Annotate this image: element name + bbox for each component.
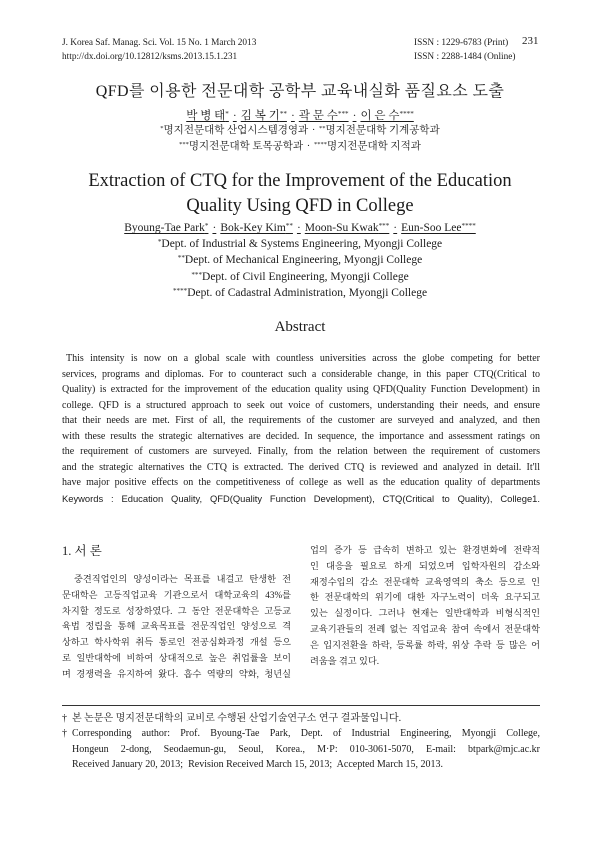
funding-text: 본 논문은 명지전문대학의 교비로 수행된 산업기술연구소 연구 결과물입니다. [72,713,402,724]
author-name: 박 병 태 [186,110,226,122]
keywords-label: Keywords : [62,492,114,504]
affiliation-line [0,123,600,139]
abstract-line: services, programs and diplomas. For to counteract such a considerable change, in this paper CTQ(Critical to [62,368,540,380]
separator: · [393,222,398,234]
author-name: 곽 문 수 [298,110,338,122]
affiliations-english [0,236,600,301]
body-line: 은 입지전환을 하락, 등록률 하락, 위상 추락 등 많은 어 [310,639,540,650]
section-heading: 1. 서 론 [62,544,102,558]
corresponding-text: Corresponding author: Prof. Byoung-Tae Park, Dept. of Industrial Engineering, Myongji College, [72,728,540,740]
separator: · [290,110,295,122]
affiliation-mark: *** [179,141,189,149]
page-number: 231 [522,35,539,47]
affiliation-mark: ** [285,221,293,230]
issn-online: ISSN : 2288-1484 (Online) [414,52,516,62]
doi-link[interactable]: http://dx.doi.org/10.12812/ksms.2013.15.1.231 [62,52,238,62]
separator: · [306,141,311,152]
body-line: 상하고 학사학위 취득 통로인 전공심화과정 개설 등으 [62,637,291,648]
affiliation-mark: **** [461,221,476,230]
body-column-left [62,572,291,683]
affiliations-korean [0,123,600,155]
author-name: Eun-Soo Lee [401,222,462,234]
affiliation-line [0,269,600,285]
affiliation-text: Dept. of Industrial & Systems Engineering, Myongji College [161,238,443,250]
dagger-mark: † [62,728,67,740]
affiliation-text: Dept. of Mechanical Engineering, Myongji College [184,254,423,267]
body-line: 한 전문대학의 위기에 대한 자구노력이 더욱 요구되고 [310,592,540,603]
affiliation-mark: *** [337,109,349,118]
affiliation-mark: **** [313,141,327,149]
footnotes [62,711,540,772]
affiliation-text: 명지전문대학 산업시스템경영과 [163,125,309,136]
affiliation-mark: ** [177,254,185,263]
affiliation-text: 명지전문대학 지적과 [326,141,421,152]
separator: · [296,222,301,234]
affiliation-text: 명지전문대학 토목공학과 [188,141,304,152]
body-line: 려움을 겪고 있다. [310,655,380,666]
affiliation-line [0,285,600,301]
affiliation-mark: * [160,125,164,133]
affiliation-line [0,139,600,155]
separator: · [352,110,357,122]
corresponding-author-line [62,726,540,741]
title-line: Extraction of CTQ for the Improvement of the Education [88,171,512,191]
body-line: 인 대응을 필요로 하게 되었으며 입학자원의 감소와 [310,560,540,571]
affiliation-mark: **** [172,286,188,295]
footnote-divider [62,705,540,706]
body-line: 차지할 정도로 성장하였다. 그 동안 전문대학은 고등교 [62,605,291,616]
affiliation-mark: * [225,109,229,118]
author-name: Moon-Su Kwak [304,222,379,234]
affiliation-mark: **** [399,109,414,118]
author-name: 김 복 기 [240,110,280,122]
separator: · [212,222,217,234]
body-line: 업의 증가 등 급속히 변하고 있는 환경변화에 전략적 [310,545,540,555]
body-line: 로 일반대학에 비하여 상대적으로 높은 취업률을 보이 [62,652,291,663]
issn-print: ISSN : 1229-6783 (Print) [414,38,509,48]
body-column-right [310,543,540,669]
authors-korean [0,108,600,124]
journal-citation: J. Korea Saf. Manag. Sci. Vol. 15 No. 1 March 2013 [62,38,257,48]
affiliation-mark: * [204,221,209,230]
title-line: Quality Using QFD in College [186,196,414,216]
running-header-left [62,36,256,64]
affiliation-text: 명지전문대학 기계공학과 [325,125,440,136]
body-line: 재정수입의 감소 전문대학 교육영역의 축소 등으로 인 [310,576,540,587]
body-line: 문대학은 고등직업교육 기관으로서 대학교육의 43%를 [62,589,291,600]
abstract-heading: Abstract [274,319,326,335]
affiliation-line [0,236,600,252]
title-korean: QFD를 이용한 전문대학 공학부 교육내실화 품질요소 도출 [95,83,505,100]
author-name: Bok-Key Kim [220,222,286,234]
authors-english [0,220,600,236]
abstract-line: have major positive effects on the competitiveness of college as well as the education quality of departments [62,477,540,488]
abstract-line: with these results the strategic alternatives are decided. In sequence, the importance and assessment ratings on [62,430,540,442]
affiliation-mark: * [157,237,162,246]
affiliation-line [0,252,600,268]
abstract-line: the requirement of customers are surveyed. Finally, from the relation between the requirement of customers [62,446,540,457]
body-line: 중견직업인의 양성이라는 목표를 내걸고 탄생한 전 [74,574,291,584]
abstract-line: Quality) is extracted for the improvement of the education quality using QFD(Quality Function Development) in [62,384,540,395]
abstract-line: college. QFD is a structured approach to seek out voice of customers, understanding their needs, and ensure [62,399,540,411]
affiliation-text: Dept. of Cadastral Administration, Myongji College [187,286,428,299]
body-line: 육법 정립을 통해 교육목표를 전문직업인 양성으로 격 [62,621,291,632]
author-name: 이 은 수 [360,110,400,122]
body-line: 있는 실정이다. 그러나 현재는 일반대학과 비형식적인 [310,608,540,619]
affiliation-mark: ** [279,109,287,118]
keywords-text: Education Quality, QFD(Quality Function Development), CTQ(Critical to Quality), College1. [121,492,540,504]
affiliation-text: Dept. of Civil Engineering, Myongji College [202,270,409,283]
affiliation-mark: ** [319,125,326,133]
title-english [0,169,600,219]
keywords-line [62,491,540,507]
corresponding-address-line: Hongeun 2-dong, Seodaemun-gu, Seoul, Korea., M·P: 010-3061-5070, E-mail: btpark@mjc.ac.kr [72,743,540,755]
abstract-line: This intensity is now on a global scale with countless universities across the globe competing for better [66,353,540,364]
author-name: Byoung-Tae Park [124,222,205,234]
affiliation-mark: *** [378,221,390,230]
abstract-line: and the strategic alternatives the CTQ is extracted. The derived CTQ is reviewed and analyzed in detail. It'll [62,461,540,473]
body-line: 교육기관들의 전례 없는 직업교육 참여 속에서 전문대학 [310,623,540,634]
affiliation-mark: *** [191,270,203,279]
funding-note [62,711,540,726]
received-dates: Received January 20, 2013; Revision Received March 15, 2013; Accepted March 15, 2013. [72,758,444,770]
body-line: 며 경쟁력을 유지하여 왔다. 흡수 역량의 약화, 청년실 [62,668,291,679]
abstract-line: that their needs are met. First of all, the requirements of the customer are surveyed and analyzed, and then [62,415,540,426]
separator: · [232,110,237,122]
dagger-mark: † [62,713,67,724]
separator: · [311,125,316,136]
running-header-right [414,36,516,64]
abstract-body [62,351,540,506]
